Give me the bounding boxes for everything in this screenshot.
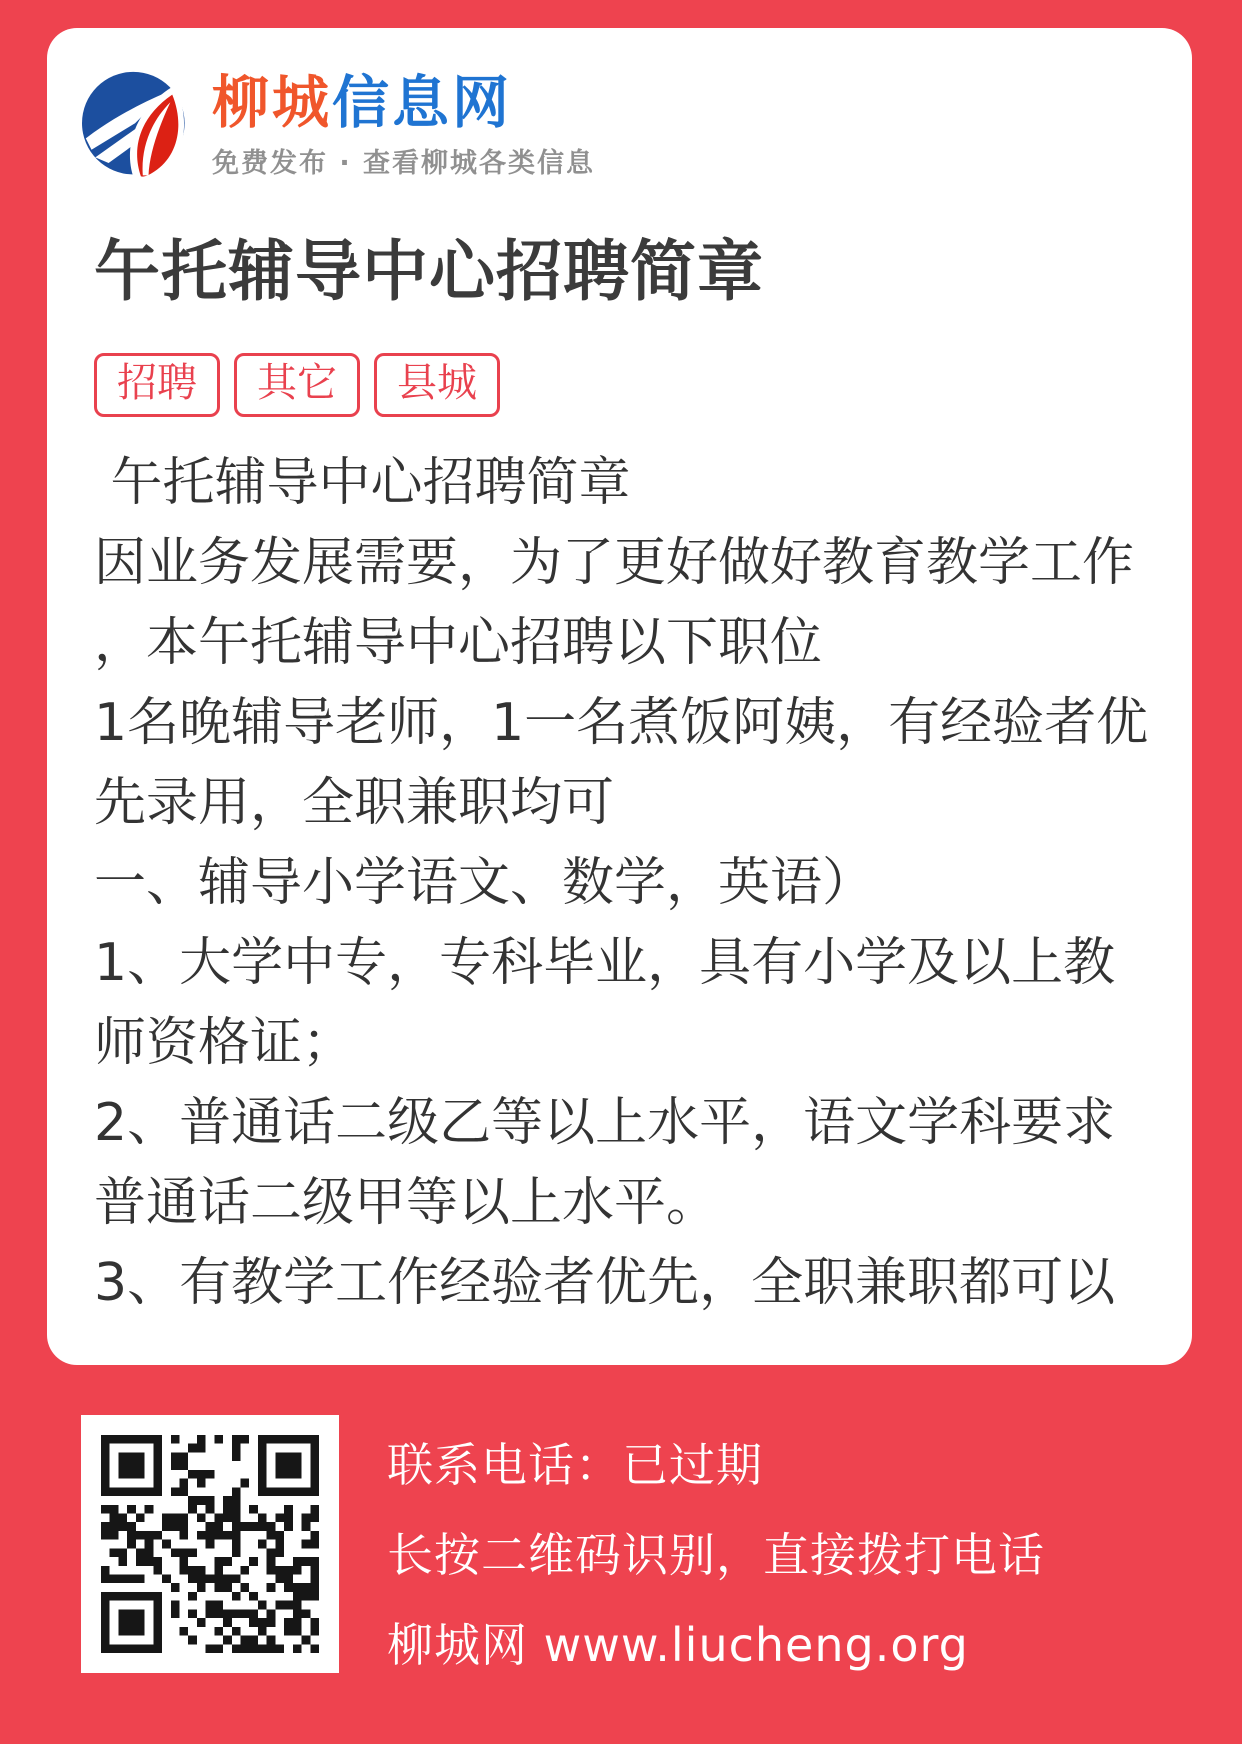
qr-code-pattern <box>101 1435 319 1653</box>
qr-hint-line: 长按二维码识别，直接拨打电话 <box>387 1528 1045 1582</box>
paragraph: 2、普通话二级乙等以上水平，语文学科要求普通话二级甲等以上水平。 <box>94 1093 1116 1233</box>
paragraph: 因业务发展需要，为了更好做好教育教学工作，本午托辅导中心招聘以下职位 <box>94 533 1135 673</box>
brand-tagline: 免费发布 · 查看柳城各类信息 <box>212 147 596 179</box>
tag-list <box>94 353 1159 417</box>
paragraph: 1名晚辅导老师，1一名煮饭阿姨，有经验者优先录用，全职兼职均可 <box>94 693 1149 833</box>
site-logo[interactable] <box>82 68 1159 184</box>
content-card <box>47 28 1192 1365</box>
logo-text <box>212 72 595 180</box>
brand-name-primary: 柳城 <box>212 70 332 137</box>
paragraph: 一、辅导小学语文、数学，英语） <box>94 853 875 913</box>
brand-name-secondary: 信息网 <box>332 70 512 137</box>
article-body <box>94 443 1150 1323</box>
contact-phone-line: 联系电话：已过期 <box>387 1438 763 1492</box>
paragraph: 午托辅导中心招聘简章 <box>94 453 631 513</box>
brand-name <box>212 72 595 135</box>
tag-other[interactable]: 其它 <box>234 353 360 417</box>
tag-recruitment[interactable]: 招聘 <box>94 353 220 417</box>
tag-county[interactable]: 县城 <box>374 353 500 417</box>
paragraph: 3、有教学工作经验者优先，全职兼职都可以 <box>94 1253 1116 1313</box>
qr-code-icon[interactable] <box>81 1415 339 1673</box>
contact-footer <box>81 1415 1045 1690</box>
page-title: 午托辅导中心招聘简章 <box>94 233 764 310</box>
footer-text-block <box>387 1415 1045 1690</box>
paragraph: 1、大学中专，专科毕业，具有小学及以上教师资格证； <box>94 933 1116 1073</box>
globe-swoosh-logo-icon <box>82 67 196 185</box>
site-url-line[interactable]: 柳城网 www.liucheng.org <box>387 1618 969 1672</box>
